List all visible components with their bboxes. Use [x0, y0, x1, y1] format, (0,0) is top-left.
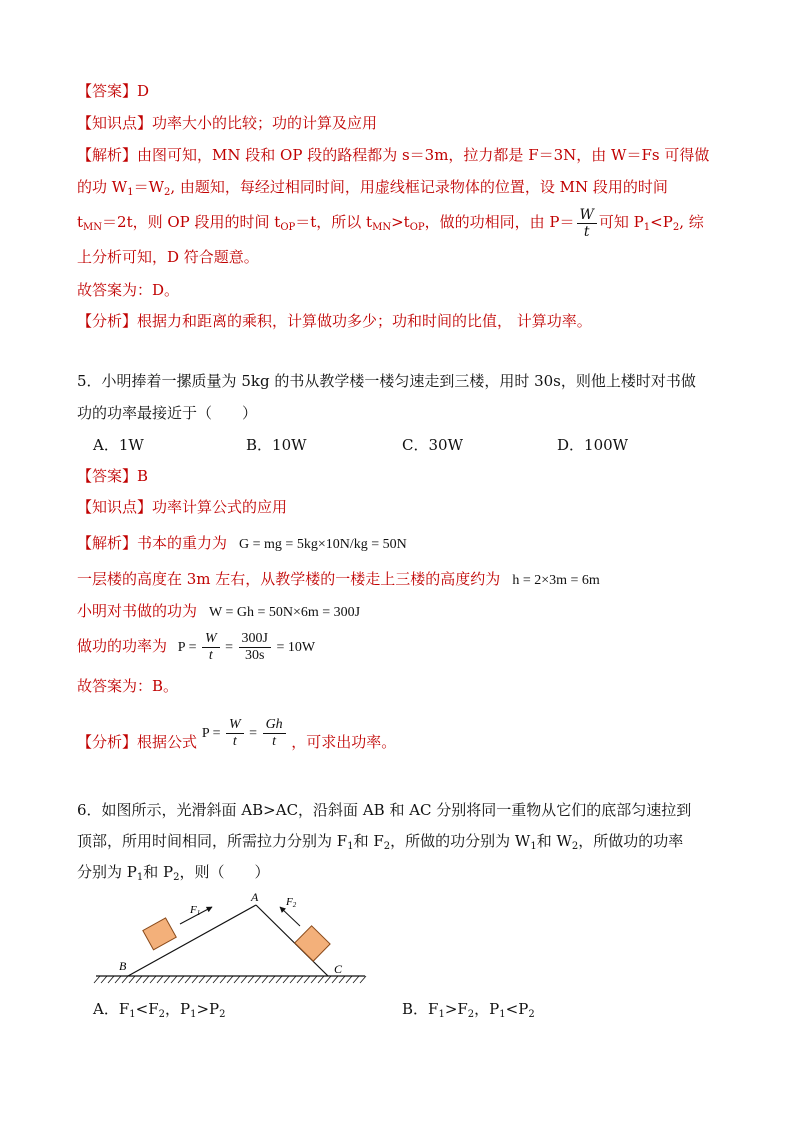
analysis-text: ＝W: [133, 178, 164, 196]
option-text: <F: [135, 1000, 159, 1018]
fraction-numerator: W: [577, 207, 597, 224]
q5-analysis-line-3: [77, 601, 360, 623]
label-f1: F1: [190, 904, 201, 917]
subscript: 2: [163, 187, 171, 198]
q5-answer-row: [77, 466, 148, 486]
fraction-w-over-t: [577, 207, 597, 240]
q5-summary-row: [77, 710, 396, 766]
label-c: C: [334, 962, 343, 976]
analysis-text: ，做的功相同，由 P＝: [424, 213, 575, 231]
q4-analysis-line-3: [77, 205, 704, 245]
formula-power: [177, 631, 316, 664]
analysis-tag: 【解析】: [77, 534, 138, 552]
q4-analysis-line-1: [77, 145, 709, 165]
q6-stem-line-1: 6．如图所示，光滑斜面 AB>AC，沿斜面 AB 和 AC 分别将同一重物从它们的底部匀速拉到: [77, 801, 692, 819]
summary-text: 根据公式: [137, 733, 198, 751]
subscript: 1: [136, 872, 144, 883]
summary-text: 根据力和距离的乘积，计算做功多少；功和时间的比值， 计算功率。: [137, 312, 592, 330]
subscript: MN: [372, 222, 392, 233]
knowledge-text: 功率计算公式的应用: [152, 498, 288, 516]
subscript: 2: [219, 1009, 226, 1020]
q6-stem-line-3: [77, 862, 270, 888]
analysis-text: 做功的功率为: [77, 637, 168, 655]
fraction-w-over-t: [202, 631, 220, 664]
subscript: 1: [499, 1009, 506, 1020]
q4-analysis-line-2: [77, 177, 668, 203]
option-text: >P: [196, 1000, 220, 1018]
fraction-300j-over-30s: [239, 631, 271, 664]
answer-value: B: [137, 467, 149, 485]
knowledge-tag: 【知识点】: [77, 114, 153, 132]
option-text: A．F: [93, 1000, 130, 1018]
fraction-numerator: Gh: [263, 717, 286, 734]
subscript: 2: [672, 222, 680, 233]
q5-knowledge-row: [77, 497, 287, 517]
subscript: 2: [173, 872, 180, 883]
formula-height: h = 2×3m = 6m: [512, 573, 600, 588]
subscript: 1: [643, 222, 651, 233]
knowledge-tag: 【知识点】: [77, 498, 153, 516]
stem-text: ，所做的功分别为 W: [390, 832, 531, 850]
formula-part: = 10W: [276, 640, 316, 655]
knowledge-text: 功率大小的比较；功的计算及应用: [152, 114, 378, 132]
analysis-text: 小明对书做的功为: [77, 602, 198, 620]
option-text: ，P: [164, 1000, 191, 1018]
q6-stem-line-2: [77, 831, 683, 857]
subscript: MN: [83, 222, 103, 233]
fraction-denominator: t: [208, 648, 213, 664]
stem-text: 和 P: [143, 863, 174, 881]
analysis-text: >t: [391, 213, 410, 231]
analysis-text: 由图可知，MN 段和 OP 段的路程都为 s＝3m，拉力都是 F＝3N，由 W＝Fs 可得做: [137, 146, 710, 164]
option-text: B．F: [402, 1000, 439, 1018]
summary-tag: 【分析】: [77, 312, 138, 330]
analysis-tag: 【解析】: [77, 146, 138, 164]
stem-text: 和 F: [353, 832, 384, 850]
q5-option-c: C．30W: [402, 436, 463, 454]
fraction-denominator: t: [232, 734, 237, 750]
option-text: <P: [505, 1000, 529, 1018]
ground-hatching: [94, 976, 366, 983]
q5-option-a: A．1W: [93, 436, 144, 454]
fraction-gh-over-t: [263, 717, 286, 750]
option-text: ，P: [474, 1000, 500, 1018]
analysis-text: 书本的重力为: [137, 534, 228, 552]
stem-text: ，则（ ）: [179, 863, 270, 881]
label-b: B: [119, 959, 127, 973]
subscript: 2: [467, 1009, 475, 1020]
answer-value: D: [137, 82, 150, 100]
q4-summary-row: [77, 311, 592, 331]
q5-analysis-line-1: [77, 533, 407, 555]
q5-conclusion: 故答案为：B。: [77, 677, 179, 695]
subscript: 2: [571, 841, 579, 852]
formula-work: W = Gh = 50N×6m = 300J: [209, 605, 361, 620]
analysis-text: , 综: [679, 213, 704, 231]
subscript: OP: [280, 222, 296, 233]
label-f2: F2: [286, 896, 297, 909]
subscript: OP: [409, 222, 425, 233]
answer-tag: 【答案】: [77, 467, 138, 485]
analysis-text: ＝t，所以 t: [295, 213, 373, 231]
q4-answer-row: [77, 81, 149, 101]
subscript: 2: [528, 1009, 535, 1020]
analysis-text: 的功 W: [77, 178, 128, 196]
formula-power-general: [201, 717, 291, 750]
stem-text: 顶部，所用时间相同，所需拉力分别为 F: [77, 832, 348, 850]
formula-gravity: G = mg = 5kg×10N/kg = 50N: [239, 537, 407, 552]
q5-stem-line-1: 5．小明捧着一摞质量为 5kg 的书从教学楼一楼匀速走到三楼，用时 30s，则他上楼时对书做: [77, 372, 696, 390]
fraction-denominator: t: [272, 734, 277, 750]
stem-text: 和 W: [536, 832, 572, 850]
subscript: 1: [127, 187, 134, 198]
fraction-denominator: 30s: [245, 648, 265, 664]
fraction-numerator: 300J: [239, 631, 271, 648]
q6-option-b: [402, 999, 535, 1025]
formula-part: P =: [177, 640, 197, 655]
summary-tag: 【分析】: [77, 733, 138, 751]
stem-text: 分别为 P: [77, 863, 137, 881]
summary-text: ，可求出功率。: [291, 733, 397, 751]
q5-option-d: D．100W: [557, 436, 629, 454]
subscript: 1: [190, 1009, 197, 1020]
q6-option-a: [93, 999, 226, 1025]
q5-option-b: B．10W: [246, 436, 307, 454]
fraction-numerator: W: [202, 631, 220, 648]
stem-text: ，所做功的功率: [578, 832, 684, 850]
formula-part: P =: [201, 726, 221, 741]
q5-analysis-line-2: [77, 569, 600, 591]
analysis-text: , 由题知，每经过相同时间，用虚线框记录物体的位置，设 MN 段用的时间: [170, 178, 668, 196]
q4-analysis-line-4: 上分析可知，D 符合题意。: [77, 248, 259, 266]
formula-part: =: [225, 640, 234, 655]
subscript: 1: [347, 841, 354, 852]
subscript: 2: [383, 841, 391, 852]
q5-stem-line-2: 功的功率最接近于（ ）: [77, 404, 258, 422]
answer-tag: 【答案】: [77, 82, 138, 100]
fraction-w-over-t: [226, 717, 244, 750]
analysis-text: 一层楼的高度在 3m 左右，从教学楼的一楼走上三楼的高度约为: [77, 570, 501, 588]
analysis-text: <P: [650, 213, 673, 231]
formula-part: =: [249, 726, 258, 741]
incline-diagram: [90, 888, 380, 988]
block-on-ab: [143, 918, 176, 950]
fraction-denominator: t: [583, 223, 590, 240]
subscript: 1: [438, 1009, 445, 1020]
fraction-numerator: W: [226, 717, 244, 734]
analysis-text: ＝2t，则 OP 段用的时间 t: [102, 213, 281, 231]
q4-knowledge-row: [77, 113, 377, 133]
q5-analysis-line-4: [77, 625, 315, 669]
option-text: >F: [444, 1000, 468, 1018]
subscript: 1: [530, 841, 537, 852]
force-arrow-f2: [280, 907, 300, 926]
subscript: 2: [158, 1009, 165, 1020]
block-on-ac: [295, 926, 330, 961]
analysis-text: 可知 P: [598, 213, 644, 231]
subscript: 1: [129, 1009, 136, 1020]
q4-conclusion: 故答案为：D。: [77, 281, 180, 299]
analysis-text: t: [77, 213, 84, 231]
label-a: A: [251, 890, 259, 904]
